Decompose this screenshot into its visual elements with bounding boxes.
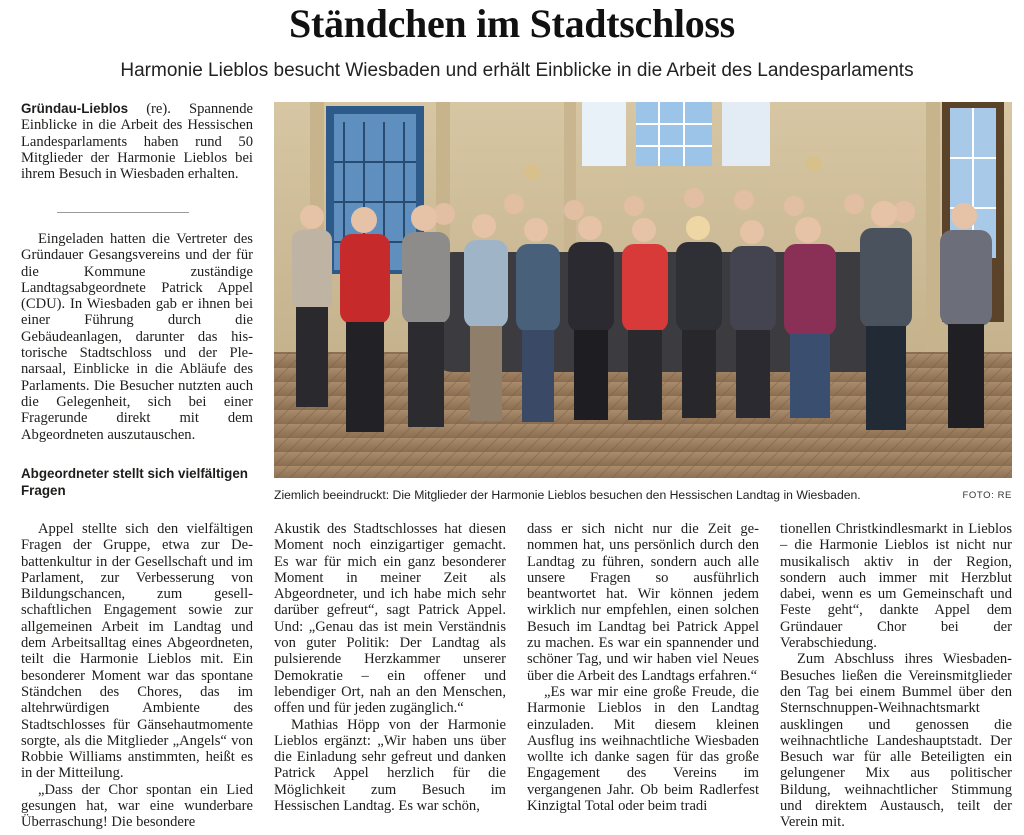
column-3 <box>527 521 759 833</box>
subheadline: Harmonie Lieblos besucht Wiesbaden und erhält Einblicke in die Arbeit des Landesparlaments <box>120 60 914 81</box>
divider-rule <box>57 212 189 213</box>
crosshead: Abgeordneter stellt sich vielfältigen Fragen <box>21 466 248 498</box>
column-3-paragraph-1: dass er sich nicht nur die Zeit genommen hat, uns persönlich durch den Landtag zu führen, sondern auch alle unsere Fragen so ausführlich beantwortet hat. Wir können jedem wirklich nur empfehlen, einen solchen Besuch im Landtag bei Patrick Appel zu machen. Es war ein spannender und schöner Tag, und wir haben viel Neues über die Arbeit des Landtags erfahren.“ <box>527 521 759 684</box>
column-3-paragraph-2: „Es war mir eine große Freude, die Harmonie Lieblos in den Landtag einzuladen. Mit diesem kleinen Ausflug ins weihnachtliche Wiesbaden wollte ich danke sagen für das große Engagement des Vereins im vergangenen Jahr. Ob beim Radlerfest Kinzigtal Total oder beim tradi <box>527 683 759 815</box>
photo-caption: Ziemlich beeindruckt: Die Mitglieder der Harmonie Lieblos besuchen den Hessischen Landtag in Wiesbaden. <box>274 488 861 502</box>
column-1-paragraph-2: „Dass der Chor spontan ein Lied gesungen hat, war eine wunderbare Überraschung! Die besondere <box>21 781 253 831</box>
column-4 <box>780 521 1012 833</box>
column-4-paragraph-1: tionellen Christkindlesmarkt in Lieblos – die Harmonie Lieblos ist nicht nur musikalisch aktiv in der Region, sondern auch immer mit Herzblut dabei, wenn es um Gemeinschaft und Feste geht“, dankte Appel dem Gründauer Chor bei der Verabschiedung. <box>780 521 1012 652</box>
intro-column <box>21 231 253 443</box>
dateline: Gründau-Lieblos <box>21 101 129 116</box>
column-2-paragraph-1: Akustik des Stadtschlosses hat diesen Moment noch einzigartiger gemacht. Es war für mich ein ganz besonderer Moment in meiner Zeit als Abgeordneter, und ich habe mich sehr darüber gefreut“, sagt Patrick Appel. Und: „Genau das ist mein Verständnis von guter Politik: Der Landtag als pulsierende Herzkammer unserer Demokratie – ein offener und lebendiger Ort, nah an den Menschen, offen und für jeden zugänglich.“ <box>274 521 506 717</box>
intro-paragraph: Eingeladen hatten die Vertreter des Gründauer Gesangsvereins und der für die Kommune zuständige Landtagsabgeordnete Patrick Appel (CDU). In Wiesbaden gab er ihnen bei einer Führung durch die Gebäudeanlagen, darunter das historische Stadtschloss und der Plenarsaal, Einblicke in die Abläufe des Parlaments. Die Besucher nutzten auch die Gelegenheit, sich bei einer Fragerunde direkt mit dem Abgeordneten auszutauschen. <box>21 231 253 443</box>
column-1-paragraph-1: Appel stellte sich den vielfältigen Fragen der Gruppe, etwa zur Debattenkultur in der Gesellschaft und im Parlament, zur Verbesserung von Bildungschancen, zum gesellschaftlichen Engagement sowie zur allgemeinen Arbeit im Landtag und dem Arbeitsalltag eines Abgeordneten, teilt die Harmonie Lieblos mit. Ein besonderer Moment war das spontane Ständchen des Chores, das im altehrwürdigen Ambiente des Stadtschlosses für Gänsehautmomente sorgte, als die Mitglieder „Angels“ von Robbie Williams anstimmten, heißt es in der Mitteilung. <box>21 521 253 782</box>
headline: Ständchen im Stadtschloss <box>289 1 735 46</box>
column-1 <box>21 521 253 833</box>
column-2 <box>274 521 506 833</box>
group-photo <box>274 102 1012 478</box>
group-photo-drawing <box>274 102 1012 478</box>
column-2-paragraph-2: Mathias Höpp von der Harmonie Lieblos ergänzt: „Wir haben uns über die Einladung sehr gefreut und danken Patrick Appel herzlich für die Möglichkeit zum Besuch im Hessischen Landtag. Es war schön, <box>274 716 506 815</box>
lead-column <box>21 101 253 196</box>
lead-text: (re). Spannende Einblicke in die Arbeit des Hessischen Landesparlaments haben rund 50 Mitglieder der Harmonie Lieblos bei ihrem Besuch in Wiesbaden erhalten. <box>21 101 253 183</box>
lead-paragraph <box>21 101 253 182</box>
column-4-paragraph-2: Zum Abschluss ihres Wiesbaden-Besuches ließen die Vereinsmitglieder den Tag bei einem Bummel über den Sternschnuppen-Weihnachtsmarkt ausklingen und genossen die weihnachtliche Landeshauptstadt. Der Besuch war für alle Beteiligten ein gelungener Mix aus politischer Bildung, weihnachtlicher Stimmung und direktem Austausch, teilt der Verein mit. <box>780 651 1012 831</box>
photo-credit: FOTO: RE <box>962 490 1012 501</box>
